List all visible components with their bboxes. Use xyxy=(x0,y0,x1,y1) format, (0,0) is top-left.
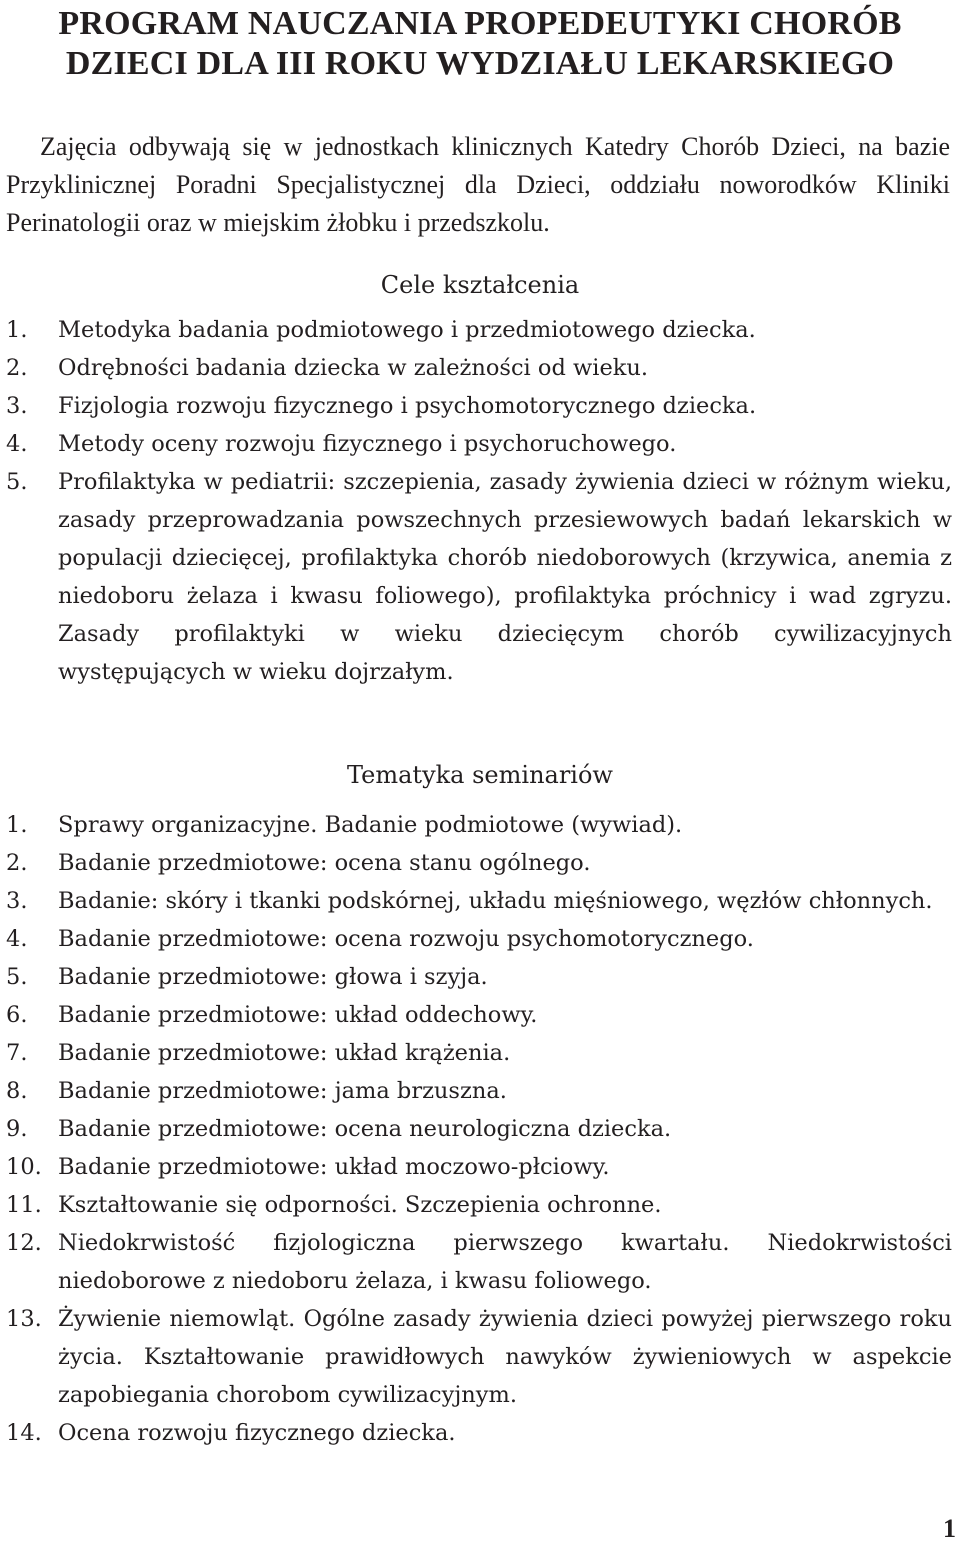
item-number: 3. xyxy=(6,888,28,914)
list-item xyxy=(6,425,952,463)
list-item xyxy=(6,1034,952,1072)
item-number: 8. xyxy=(6,1078,28,1104)
item-text: Sprawy organizacyjne. Badanie podmiotowe (wywiad). xyxy=(58,812,683,838)
item-text: Ocena rozwoju fizycznego dziecka. xyxy=(58,1420,456,1446)
item-number: 1. xyxy=(6,812,28,838)
list-item xyxy=(6,844,952,882)
item-number: 13. xyxy=(6,1306,42,1332)
list-item xyxy=(6,1148,952,1186)
list-item xyxy=(6,1300,952,1414)
item-text: Badanie przedmiotowe: jama brzuszna. xyxy=(58,1078,507,1104)
section-heading-seminars: Tematyka seminariów xyxy=(347,761,613,789)
list-item xyxy=(6,1186,952,1224)
list-item xyxy=(6,920,952,958)
list-item xyxy=(6,1224,952,1300)
item-text: Żywienie niemowląt. Ogólne zasady żywienia dzieci powyżej pierwszego roku życia. Kształtowanie prawidłowych nawyków żywieniowych w aspekcie zapobiegania chorobom cywilizacyjnym. xyxy=(58,1306,952,1408)
item-text: Odrębności badania dziecka w zależności od wieku. xyxy=(58,355,649,381)
item-number: 10. xyxy=(6,1154,42,1180)
list-item xyxy=(6,882,952,920)
item-number: 14. xyxy=(6,1420,42,1446)
section-heading-goals: Cele kształcenia xyxy=(380,271,580,299)
item-text: Profilaktyka w pediatrii: szczepienia, zasady żywienia dzieci w różnym wieku, zasady przeprowadzania powszechnych przesiewowych badań lekarskich w populacji dziecięcej, profilaktyka chorób niedoborowych (krzywica, anemia z niedoboru żelaza i kwasu foliowego), profilaktyka próchnicy i wad zgryzu. Zasady profilaktyki w wieku dziecięcym chorób cywilizacyjnych występujących w wieku dojrzałym. xyxy=(58,469,952,685)
item-number: 4. xyxy=(6,431,28,457)
item-number: 3. xyxy=(6,393,28,419)
list-item xyxy=(6,349,952,387)
item-number: 5. xyxy=(6,964,28,990)
item-number: 4. xyxy=(6,926,28,952)
item-number: 5. xyxy=(6,469,28,495)
list-item xyxy=(6,996,952,1034)
item-text: Badanie przedmiotowe: ocena rozwoju psychomotorycznego. xyxy=(58,926,754,952)
item-text: Badanie przedmiotowe: układ moczowo-płciowy. xyxy=(58,1154,610,1180)
item-text: Metodyka badania podmiotowego i przedmiotowego dziecka. xyxy=(58,317,756,343)
item-number: 2. xyxy=(6,850,28,876)
list-item xyxy=(6,311,952,349)
list-item xyxy=(6,1414,952,1452)
item-text: Badanie przedmiotowe: głowa i szyja. xyxy=(58,964,488,990)
item-text: Badanie: skóry i tkanki podskórnej, układu mięśniowego, węzłów chłonnych. xyxy=(58,888,933,914)
item-number: 7. xyxy=(6,1040,28,1066)
item-text: Fizjologia rozwoju fizycznego i psychomotorycznego dziecka. xyxy=(58,393,757,419)
item-number: 6. xyxy=(6,1002,28,1028)
list-item xyxy=(6,463,952,691)
list-item xyxy=(6,806,952,844)
list-item xyxy=(6,1110,952,1148)
document-title: PROGRAM NAUCZANIA PROPEDEUTYKI CHORÓB DZIECI DLA III ROKU WYDZIAŁU LEKARSKIEGO xyxy=(58,5,902,82)
intro-paragraph: Zajęcia odbywają się w jednostkach klinicznych Katedry Chorób Dzieci, na bazie Przyklinicznej Poradni Specjalistycznej dla Dzieci, oddziału noworodków Kliniki Perinatologii oraz w miejskim żłobku i przedszkolu. xyxy=(6,132,950,237)
list-item xyxy=(6,958,952,996)
item-number: 12. xyxy=(6,1230,42,1256)
seminars-list xyxy=(6,806,952,1452)
item-number: 11. xyxy=(6,1192,42,1218)
item-text: Kształtowanie się odporności. Szczepienia ochronne. xyxy=(58,1192,662,1218)
item-number: 2. xyxy=(6,355,28,381)
item-number: 1. xyxy=(6,317,28,343)
item-text: Badanie przedmiotowe: układ krążenia. xyxy=(58,1040,511,1066)
item-text: Niedokrwistość fizjologiczna pierwszego kwartału. Niedokrwistości niedoborowe z niedoboru żelaza, i kwasu foliowego. xyxy=(58,1230,952,1294)
item-text: Badanie przedmiotowe: ocena neurologiczna dziecka. xyxy=(58,1116,672,1142)
item-text: Metody oceny rozwoju fizycznego i psychoruchowego. xyxy=(58,431,677,457)
page-number: 1 xyxy=(943,1514,956,1543)
item-text: Badanie przedmiotowe: układ oddechowy. xyxy=(58,1002,538,1028)
goals-list xyxy=(6,311,952,691)
item-text: Badanie przedmiotowe: ocena stanu ogólnego. xyxy=(58,850,591,876)
list-item xyxy=(6,387,952,425)
item-number: 9. xyxy=(6,1116,28,1142)
list-item xyxy=(6,1072,952,1110)
